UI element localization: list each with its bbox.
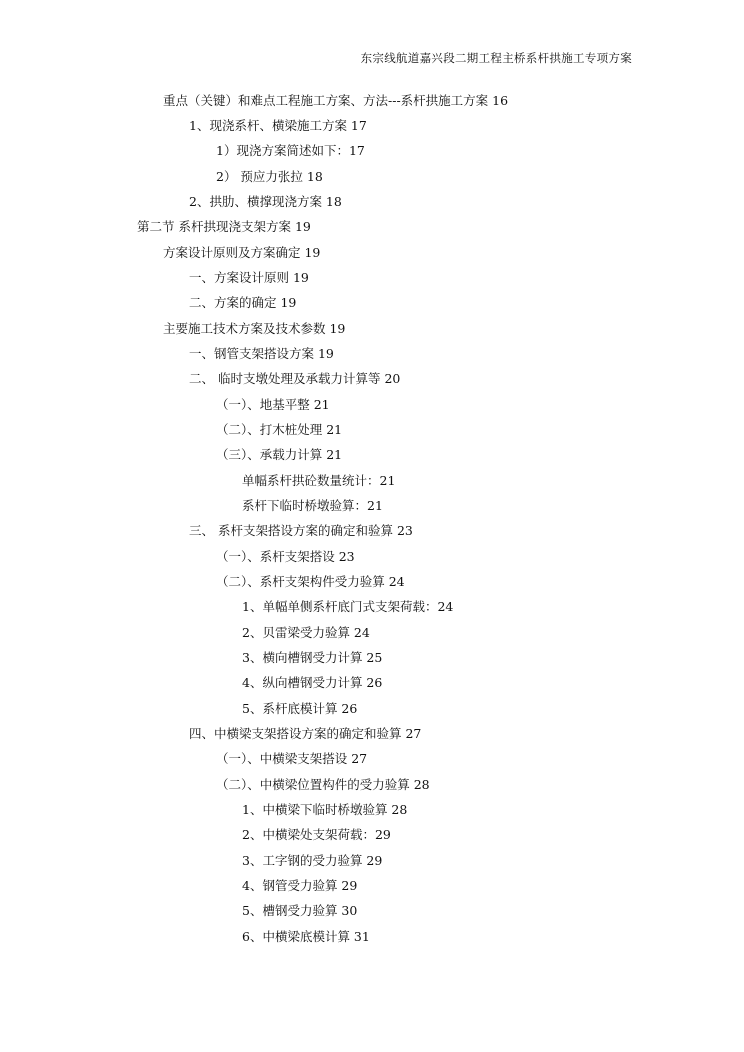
toc-entry[interactable]: （一）、中横梁支架搭设 27 bbox=[216, 751, 368, 766]
toc-entry[interactable]: 1、现浇系杆、横梁施工方案 17 bbox=[189, 118, 367, 133]
toc-entry[interactable]: 5、槽钢受力验算 30 bbox=[242, 903, 358, 918]
toc-entry[interactable]: 2） 预应力张拉 18 bbox=[216, 169, 323, 184]
toc-entry[interactable]: （一）、地基平整 21 bbox=[216, 397, 330, 412]
toc-entry[interactable]: 4、钢管受力验算 29 bbox=[242, 878, 358, 893]
toc-entry[interactable]: （三）、承载力计算 21 bbox=[216, 447, 343, 462]
toc-entry[interactable]: 6、中横梁底模计算 31 bbox=[242, 929, 370, 944]
toc-entry[interactable]: （二）、中横梁位置构件的受力验算 28 bbox=[216, 777, 430, 792]
toc-entry[interactable]: （二）、打木桩处理 21 bbox=[216, 422, 343, 437]
toc-entry[interactable]: 二、方案的确定 19 bbox=[189, 295, 297, 310]
toc-entry[interactable]: 3、横向槽钢受力计算 25 bbox=[242, 650, 383, 665]
toc-entry[interactable]: 1、中横梁下临时桥墩验算 28 bbox=[242, 802, 408, 817]
toc-entry[interactable]: 系杆下临时桥墩验算：21 bbox=[242, 498, 383, 513]
toc-entry[interactable]: 四、中横梁支架搭设方案的确定和验算 27 bbox=[189, 726, 422, 741]
toc-entry[interactable]: 单幅系杆拱砼数量统计：21 bbox=[242, 473, 396, 488]
toc-entry[interactable]: 2、贝雷梁受力验算 24 bbox=[242, 625, 370, 640]
toc-entry[interactable]: 重点（关键）和难点工程施工方案、方法---系杆拱施工方案 16 bbox=[163, 93, 509, 108]
toc-entry[interactable]: 三、 系杆支架搭设方案的确定和验算 23 bbox=[189, 523, 413, 538]
toc-entry[interactable]: 一、钢管支架搭设方案 19 bbox=[189, 346, 334, 361]
toc-entry[interactable]: 1、单幅单侧系杆底门式支架荷载：24 bbox=[242, 599, 454, 614]
toc-entry[interactable]: 1）现浇方案简述如下：17 bbox=[216, 143, 365, 158]
toc-entry[interactable]: 2、中横梁处支架荷载：29 bbox=[242, 827, 391, 842]
toc-entry[interactable]: 4、纵向槽钢受力计算 26 bbox=[242, 675, 383, 690]
toc-entry[interactable]: （二）、系杆支架构件受力验算 24 bbox=[216, 574, 405, 589]
toc-entry[interactable]: 主要施工技术方案及技术参数 19 bbox=[163, 321, 346, 336]
toc-entry[interactable]: （一）、系杆支架搭设 23 bbox=[216, 549, 355, 564]
toc-entry[interactable]: 5、系杆底模计算 26 bbox=[242, 701, 358, 716]
running-header: 东宗线航道嘉兴段二期工程主桥系杆拱施工专项方案 bbox=[360, 51, 632, 65]
toc-entry[interactable]: 一、方案设计原则 19 bbox=[189, 270, 309, 285]
toc-entry[interactable]: 二、 临时支墩处理及承载力计算等 20 bbox=[189, 371, 401, 386]
toc-entry[interactable]: 第二节 系杆拱现浇支架方案 19 bbox=[137, 219, 311, 234]
toc-entry[interactable]: 方案设计原则及方案确定 19 bbox=[163, 245, 321, 260]
toc-entry[interactable]: 2、拱肋、横撑现浇方案 18 bbox=[189, 194, 342, 209]
toc-entry[interactable]: 3、工字钢的受力验算 29 bbox=[242, 853, 383, 868]
